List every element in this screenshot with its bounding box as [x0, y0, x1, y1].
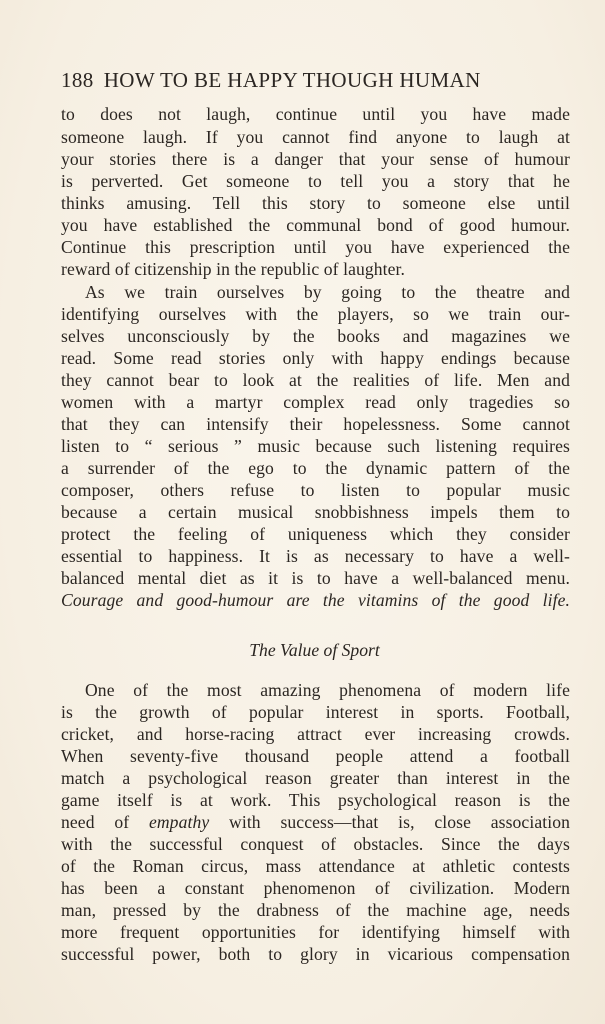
paragraph-2-line: that they can intensify their hopelessness. Some cannot	[61, 414, 570, 434]
paragraph-1-line: Continue this prescription until you have experienced the	[61, 237, 570, 257]
paragraph-1-line: to does not laugh, continue until you have made	[61, 104, 570, 124]
running-head	[61, 68, 571, 94]
paragraph-2-line: women with a martyr complex read only tragedies so	[61, 392, 570, 412]
paragraph-2-line: composer, others refuse to listen to popular music	[61, 480, 570, 500]
section-heading-text: The Value of Sport	[249, 640, 380, 660]
paragraph-3-line: One of the most amazing phenomena of modern life	[85, 680, 570, 700]
paragraph-2-italic-line: Courage and good-humour are the vitamins of the good life.	[61, 590, 570, 610]
paragraph-2-line: balanced mental diet as it is to have a well-balanced menu.	[61, 568, 570, 588]
paragraph-2-line: because a certain musical snobbishness impels them to	[61, 502, 570, 522]
emphasis-empathy: empathy	[148, 812, 210, 832]
paragraph-3-text: need of	[61, 812, 149, 832]
paragraph-1-line: reward of citizenship in the republic of laughter.	[61, 259, 406, 279]
page-number: 188	[61, 68, 94, 92]
paragraph-3-line: has been a constant phenomenon of civilization. Modern	[61, 878, 570, 898]
paragraph-3-line: more frequent opportunities for identifying himself with	[61, 922, 570, 942]
paragraph-3-line: cricket, and horse-racing attract ever increasing crowds.	[61, 724, 570, 744]
paragraph-2-line: they cannot bear to look at the realities of life. Men and	[61, 370, 570, 390]
paragraph-2-line: selves unconsciously by the books and magazines we	[61, 326, 570, 346]
paragraph-1-line: is perverted. Get someone to tell you a story that he	[61, 171, 570, 191]
paragraph-2-line: As we train ourselves by going to the theatre and	[85, 282, 570, 302]
paragraph-3-line: man, pressed by the drabness of the machine age, needs	[61, 900, 570, 920]
paragraph-3-line: match a psychological reason greater than interest in the	[61, 768, 570, 788]
paragraph-3-line	[61, 811, 570, 833]
paragraph-3-line: When seventy-five thousand people attend a football	[61, 746, 570, 766]
paragraph-3-line: of the Roman circus, mass attendance at athletic contests	[61, 856, 570, 876]
paragraph-1-line: you have established the communal bond of good humour.	[61, 215, 570, 235]
paragraph-2-line: read. Some read stories only with happy endings because	[61, 348, 570, 368]
paragraph-3-line: is the growth of popular interest in sports. Football,	[61, 702, 570, 722]
paragraph-1-line: someone laugh. If you cannot find anyone to laugh at	[61, 127, 570, 147]
paragraph-2-line: identifying ourselves with the players, so we train our-	[61, 304, 570, 324]
paragraph-2-line: listen to “ serious ” music because such listening requires	[61, 436, 570, 456]
book-title: HOW TO BE HAPPY THOUGH HUMAN	[103, 68, 481, 92]
section-heading	[0, 638, 605, 662]
paragraph-1-line: your stories there is a danger that your sense of humour	[61, 149, 570, 169]
paragraph-2-line: essential to happiness. It is as necessary to have a well-	[61, 546, 570, 566]
paragraph-2-line: a surrender of the ego to the dynamic pattern of the	[61, 458, 570, 478]
paragraph-2-line: protect the feeling of uniqueness which they consider	[61, 524, 570, 544]
paragraph-3-line: game itself is at work. This psychological reason is the	[61, 790, 570, 810]
paragraph-1-line: thinks amusing. Tell this story to someone else until	[61, 193, 570, 213]
paragraph-3-line: with the successful conquest of obstacles. Since the days	[61, 834, 570, 854]
paragraph-3-text: with success—that is, close association	[209, 812, 570, 832]
paragraph-3-line: successful power, both to glory in vicarious compensation	[61, 944, 570, 964]
